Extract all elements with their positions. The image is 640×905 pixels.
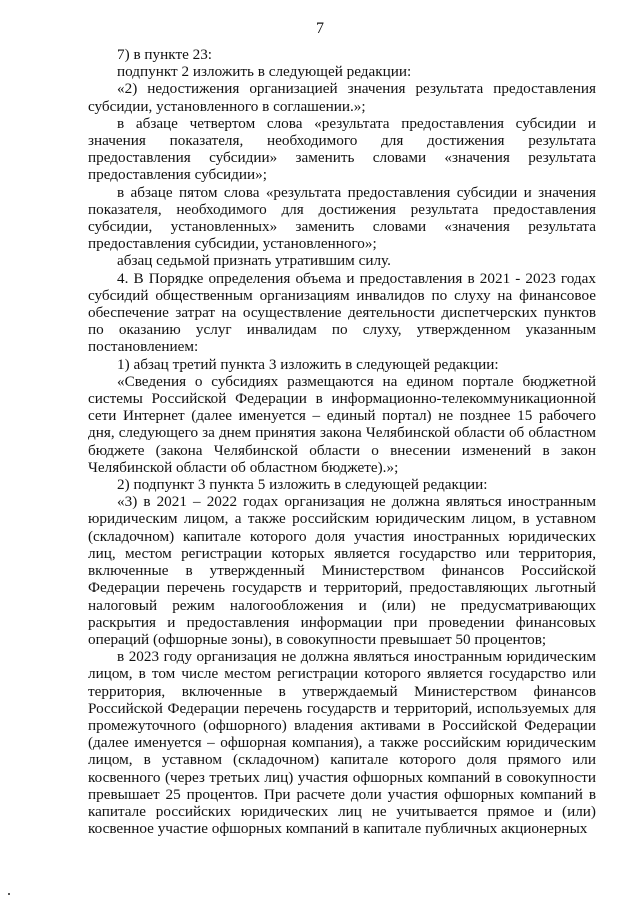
page-number: 7 — [316, 20, 324, 37]
paragraph-abzac-4-change: в абзаце четвертом слова «результата предоставления субсидии и значения показателя, необходимого для достижения результата предоставления субсидии» заменить словами «значения результата предоставления субсидии»; — [88, 114, 596, 184]
document-body — [88, 46, 596, 837]
paragraph-item-2-text-part1: «3) в 2021 – 2022 годах организация не должна являться иностранным юридическим лицом, а также российским юридическим лицом, в уставном (складочном) капитале которого доля участия иностранных юридических лиц, местом регистрации которых является государство или территория, включенные в утвержденный Министерством финансов Российской Федерации перечень государств и территорий, предоставляющих льготный налоговый режим налогообложения и (или) не предусматривающих раскрытия и предоставления информации при проведении финансовых операций (офшорные зоны), в совокупности превышает 50 процентов; — [88, 493, 596, 648]
paragraph-section-4-intro: 4. В Порядке определения объема и предоставления в 2021 - 2023 годах субсидий общественным организациям инвалидов по слуху на финансовое обеспечение затрат на осуществление деятельности диспетчерских пунктов по оказанию услуг инвалидам по слуху, утвержденном указанным постановлением: — [88, 269, 596, 356]
paragraph-subpoint-2-text: «2) недостижения организацией значения результата предоставления субсидии, установленного в соглашении.»; — [88, 80, 596, 115]
paragraph-item-2-instruction: 2) подпункт 3 пункта 5 изложить в следующей редакции: — [117, 476, 488, 494]
paragraph-item-1-text: «Сведения о субсидиях размещаются на едином портале бюджетной системы Российской Федерации в информационно-телекоммуникационной сети Интернет (далее именуется – единый портал) не позднее 15 рабочего дня, следующего за днем принятия закона Челябинской области об областном бюджете (закона Челябинской области о внесении изменений в закон Челябинской области об областном бюджете).»; — [88, 372, 596, 476]
paragraph-item-1-instruction: 1) абзац третий пункта 3 изложить в следующей редакции: — [117, 355, 499, 373]
scan-margin-dot — [8, 893, 10, 895]
paragraph-abzac-5-change: в абзаце пятом слова «результата предоставления субсидии и значения показателя, необходимого для достижения результата предоставления субсидии, установленных» заменить словами «значения результата предоставления субсидии, установленного»; — [88, 183, 596, 253]
paragraph-item-7-header: 7) в пункте 23: — [117, 46, 213, 63]
paragraph-abzac-7-repeal: абзац седьмой признать утратившим силу. — [117, 252, 391, 270]
paragraph-item-2-text-part2: в 2023 году организация не должна являться иностранным юридическим лицом, в том числе местом регистрации которого является государство или территория, включенные в утверждаемый Министерством финансов Российской Федерации перечень государств и территорий, используемых для промежуточного (офшорного) владения активами в Российской Федерации (далее именуется – офшорная компания), а также российским юридическим лицом, в уставном (складочном) капитале которого доля прямого или косвенного (через третьих лиц) участия офшорных компаний в совокупности превышает 25 процентов. При расчете доли участия офшорных компаний в капитале российских юридических лиц не учитывается прямое и (или) косвенное участие офшорных компаний в капитале публичных акционерных — [88, 648, 596, 838]
paragraph-subpoint-2-instruction: подпункт 2 изложить в следующей редакции: — [117, 63, 412, 81]
